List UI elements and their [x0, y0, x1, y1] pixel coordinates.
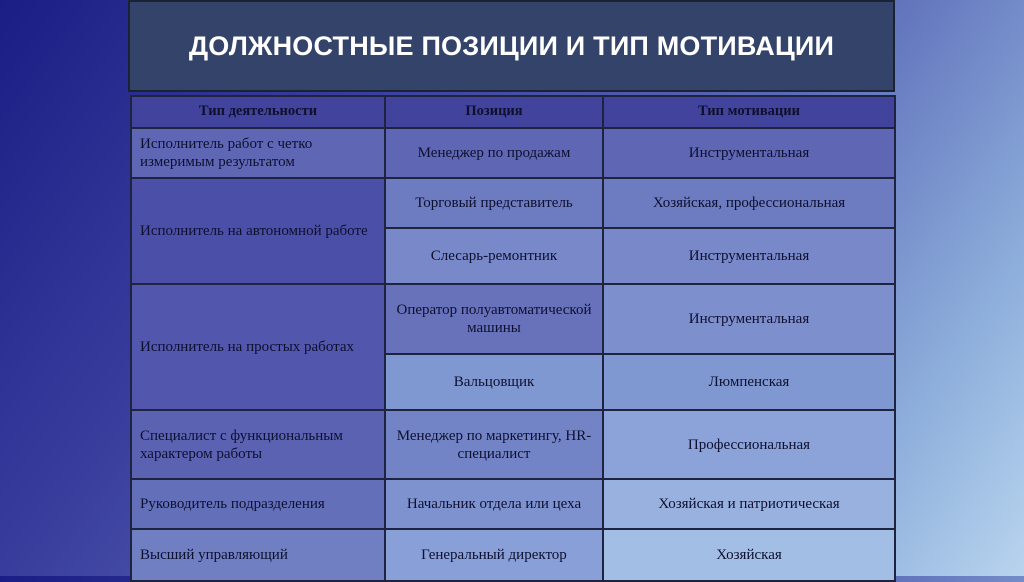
- header-position: Позиция: [385, 96, 603, 128]
- motivation-cell: Инструментальная: [603, 128, 895, 178]
- table-row: [131, 128, 895, 178]
- motivation-cell: Инструментальная: [603, 284, 895, 354]
- activity-cell: Исполнитель на простых работах: [131, 284, 385, 410]
- position-cell: Оператор полуавтоматической машины: [385, 284, 603, 354]
- motivation-cell: Люмпенская: [603, 354, 895, 410]
- table-row: [131, 178, 895, 228]
- header-activity: Тип деятельности: [131, 96, 385, 128]
- header-motivation: Тип мотивации: [603, 96, 895, 128]
- table-row: [131, 529, 895, 581]
- activity-cell: Высший управляющий: [131, 529, 385, 581]
- title-banner: [128, 0, 895, 92]
- activity-cell: Исполнитель на автономной работе: [131, 178, 385, 284]
- motivation-cell: Хозяйская и патриотическая: [603, 479, 895, 529]
- table-row: [131, 410, 895, 479]
- motivation-cell: Инструментальная: [603, 228, 895, 284]
- table-header-row: [131, 96, 895, 128]
- activity-cell: Исполнитель работ с четко измеримым результатом: [131, 128, 385, 178]
- activity-cell: Руководитель подразделения: [131, 479, 385, 529]
- position-cell: Начальник отдела или цеха: [385, 479, 603, 529]
- position-cell: Менеджер по маркетингу, HR-специалист: [385, 410, 603, 479]
- motivation-cell: Хозяйская, профессиональная: [603, 178, 895, 228]
- motivation-cell: Профессиональная: [603, 410, 895, 479]
- table-row: [131, 284, 895, 354]
- table-row: [131, 479, 895, 529]
- motivation-table: [130, 95, 896, 582]
- position-cell: Генеральный директор: [385, 529, 603, 581]
- position-cell: Слесарь-ремонтник: [385, 228, 603, 284]
- motivation-cell: Хозяйская: [603, 529, 895, 581]
- slide-title: ДОЛЖНОСТНЫЕ ПОЗИЦИИ И ТИП МОТИВАЦИИ: [188, 30, 835, 61]
- position-cell: Менеджер по продажам: [385, 128, 603, 178]
- position-cell: Вальцовщик: [385, 354, 603, 410]
- position-cell: Торговый представитель: [385, 178, 603, 228]
- activity-cell: Специалист с функциональным характером работы: [131, 410, 385, 479]
